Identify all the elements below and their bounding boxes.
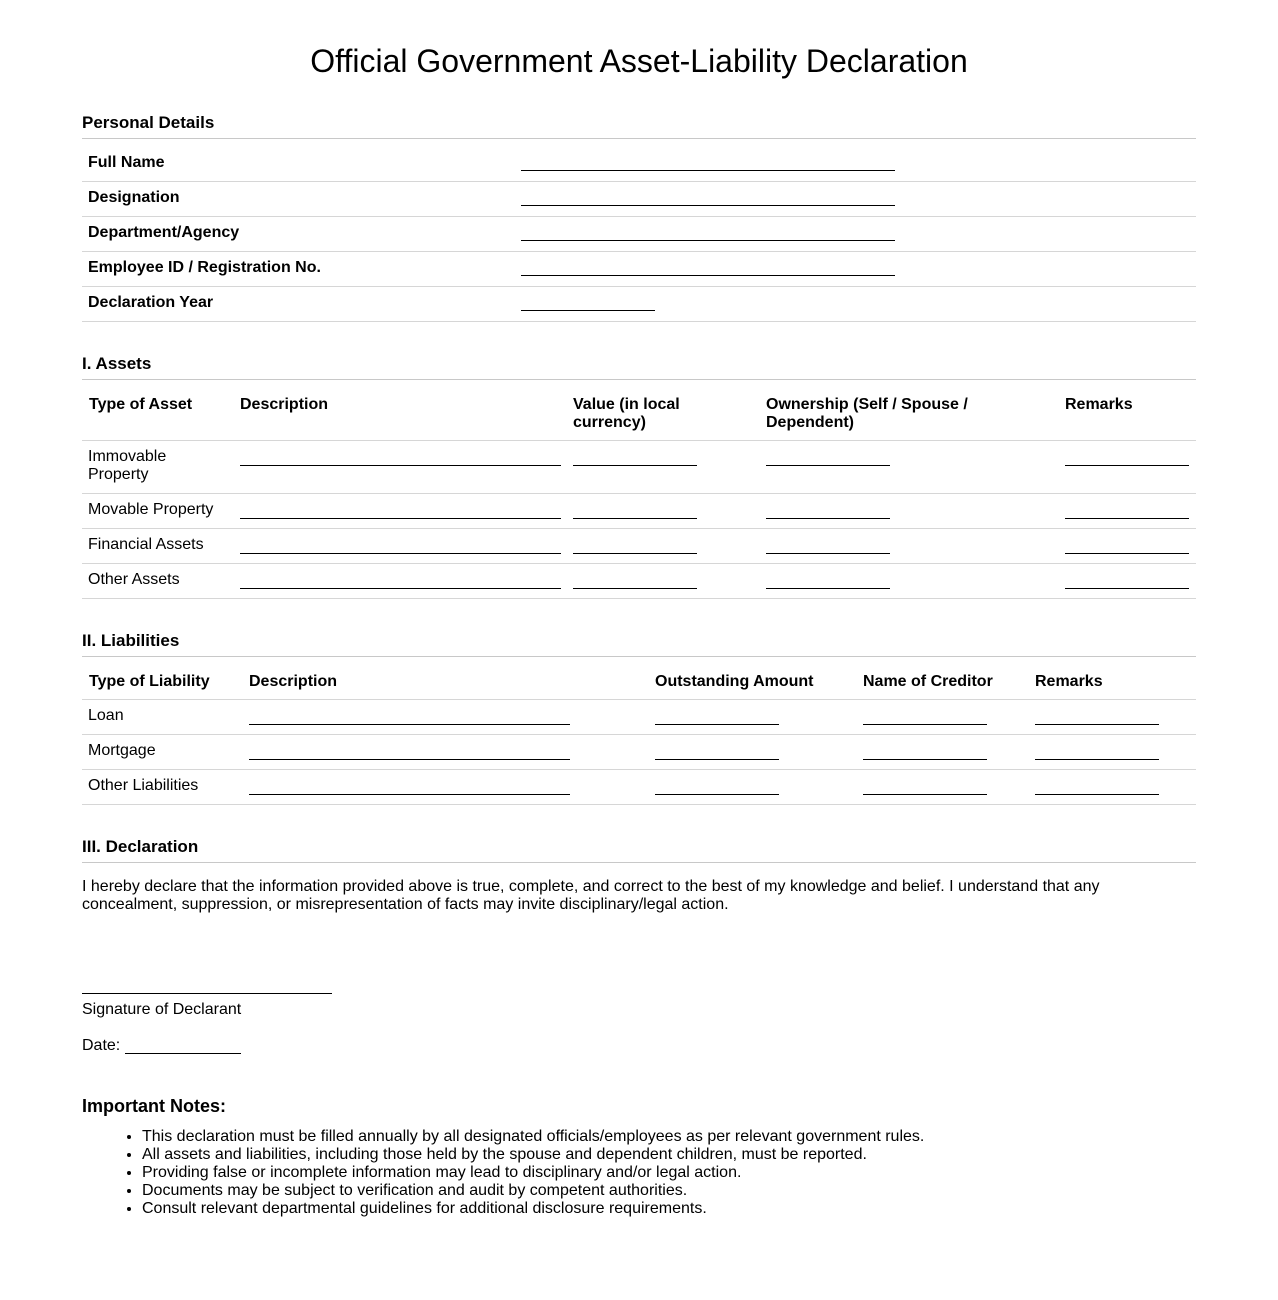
field-row-employee-id bbox=[82, 252, 1196, 287]
field-label: Full Name bbox=[88, 154, 165, 171]
asset-ownership-input[interactable] bbox=[766, 588, 890, 589]
field-label: Employee ID / Registration No. bbox=[88, 259, 321, 276]
field-row-declaration-year bbox=[82, 287, 1196, 322]
field-label: Declaration Year bbox=[88, 294, 214, 311]
liabilities-header-row bbox=[82, 657, 1196, 700]
asset-type-label: Movable Property bbox=[88, 501, 214, 518]
asset-value-input[interactable] bbox=[573, 553, 697, 554]
liability-remarks-input[interactable] bbox=[1035, 724, 1159, 725]
liability-type-label: Loan bbox=[88, 707, 124, 724]
column-header: Description bbox=[249, 673, 338, 690]
asset-description-input[interactable] bbox=[240, 553, 561, 554]
assets-heading: I. Assets bbox=[82, 354, 1196, 380]
column-header: Type of Liability bbox=[89, 673, 210, 690]
column-header: Value (in local currency) bbox=[573, 396, 680, 431]
page-title: Official Government Asset-Liability Declaration bbox=[310, 43, 968, 79]
liability-amount-input[interactable] bbox=[655, 759, 779, 760]
liability-amount-input[interactable] bbox=[655, 794, 779, 795]
declaration-text: I hereby declare that the information provided above is true, complete, and correct to the best of my knowledge and belief. I understand that any concealment, suppression, or misrepresentation of facts may invite disciplinary/legal action. bbox=[82, 878, 1100, 913]
column-header: Ownership (Self / Spouse / Dependent) bbox=[766, 396, 968, 431]
asset-type-label: Immovable Property bbox=[88, 448, 167, 483]
liability-description-input[interactable] bbox=[249, 724, 570, 725]
asset-ownership-input[interactable] bbox=[766, 553, 890, 554]
table-row bbox=[82, 770, 1196, 805]
field-label: Department/Agency bbox=[88, 224, 240, 241]
notes-heading: Important Notes: bbox=[82, 1096, 226, 1116]
asset-ownership-input[interactable] bbox=[766, 465, 890, 466]
liability-creditor-input[interactable] bbox=[863, 759, 987, 760]
column-header: Remarks bbox=[1035, 673, 1103, 690]
asset-remarks-input[interactable] bbox=[1065, 588, 1189, 589]
liability-remarks-input[interactable] bbox=[1035, 794, 1159, 795]
date-input[interactable] bbox=[125, 1053, 241, 1054]
employee-id-input[interactable] bbox=[521, 275, 895, 276]
liabilities-heading: II. Liabilities bbox=[82, 631, 1196, 657]
liability-amount-input[interactable] bbox=[655, 724, 779, 725]
liability-description-input[interactable] bbox=[249, 794, 570, 795]
asset-ownership-input[interactable] bbox=[766, 518, 890, 519]
signature-line[interactable] bbox=[82, 993, 332, 994]
declaration-year-input[interactable] bbox=[521, 310, 655, 311]
column-header: Remarks bbox=[1065, 396, 1133, 413]
field-row-designation bbox=[82, 182, 1196, 217]
field-label: Designation bbox=[88, 189, 180, 206]
list-item: • Providing false or incomplete information may lead to disciplinary and/or legal action. bbox=[142, 1164, 924, 1182]
table-row bbox=[82, 700, 1196, 735]
liability-creditor-input[interactable] bbox=[863, 724, 987, 725]
personal-details-heading: Personal Details bbox=[82, 113, 1196, 139]
department-input[interactable] bbox=[521, 240, 895, 241]
table-row bbox=[82, 494, 1196, 529]
asset-remarks-input[interactable] bbox=[1065, 553, 1189, 554]
date-label: Date: bbox=[82, 1037, 121, 1054]
designation-input[interactable] bbox=[521, 205, 895, 206]
liability-remarks-input[interactable] bbox=[1035, 759, 1159, 760]
signature-label: Signature of Declarant bbox=[82, 1001, 242, 1018]
asset-type-label: Other Assets bbox=[88, 571, 180, 588]
asset-description-input[interactable] bbox=[240, 518, 561, 519]
liability-type-label: Mortgage bbox=[88, 742, 156, 759]
field-row-department bbox=[82, 217, 1196, 252]
asset-value-input[interactable] bbox=[573, 518, 697, 519]
asset-type-label: Financial Assets bbox=[88, 536, 204, 553]
list-item: • All assets and liabilities, including those held by the spouse and dependent children, must be reported. bbox=[142, 1146, 924, 1164]
declaration-heading: III. Declaration bbox=[82, 837, 1196, 863]
column-header: Name of Creditor bbox=[863, 673, 993, 690]
table-row bbox=[82, 735, 1196, 770]
liability-type-label: Other Liabilities bbox=[88, 777, 199, 794]
asset-value-input[interactable] bbox=[573, 465, 697, 466]
asset-description-input[interactable] bbox=[240, 588, 561, 589]
table-row bbox=[82, 529, 1196, 564]
assets-header-row bbox=[82, 380, 1196, 441]
field-row-full-name bbox=[82, 139, 1196, 182]
list-item: • This declaration must be filled annually by all designated officials/employees as per relevant government rules. bbox=[142, 1128, 924, 1146]
asset-remarks-input[interactable] bbox=[1065, 465, 1189, 466]
liability-description-input[interactable] bbox=[249, 759, 570, 760]
table-row bbox=[82, 564, 1196, 599]
column-header: Type of Asset bbox=[89, 396, 193, 413]
full-name-input[interactable] bbox=[521, 170, 895, 171]
liability-creditor-input[interactable] bbox=[863, 794, 987, 795]
table-row bbox=[82, 441, 1196, 494]
asset-value-input[interactable] bbox=[573, 588, 697, 589]
asset-description-input[interactable] bbox=[240, 465, 561, 466]
list-item: • Documents may be subject to verification and audit by competent authorities. bbox=[142, 1182, 924, 1200]
notes-list bbox=[82, 1128, 924, 1218]
list-item: • Consult relevant departmental guidelines for additional disclosure requirements. bbox=[142, 1200, 924, 1218]
column-header: Outstanding Amount bbox=[655, 673, 814, 690]
asset-remarks-input[interactable] bbox=[1065, 518, 1189, 519]
column-header: Description bbox=[240, 396, 329, 413]
